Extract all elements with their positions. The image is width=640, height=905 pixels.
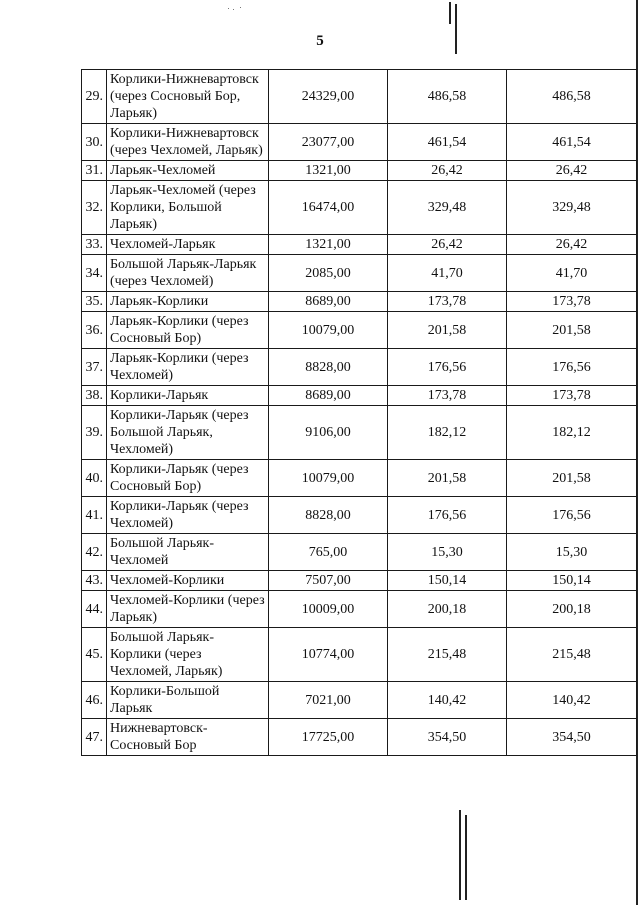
- rate-total-cell: 176,56: [507, 349, 637, 386]
- row-number-cell: 42.: [82, 534, 107, 571]
- rate-cell: 354,50: [388, 719, 507, 756]
- route-name-cell: Корлики-Нижневартовск (через Сосновый Бор, Ларьяк): [107, 70, 269, 124]
- row-number-cell: 38.: [82, 386, 107, 406]
- binder-mark-bottom: [459, 810, 461, 900]
- route-name-cell: Ларьяк-Корлики (через Сосновый Бор): [107, 312, 269, 349]
- amount-cell: 23077,00: [269, 124, 388, 161]
- table-row: [82, 719, 637, 756]
- binder-mark-bottom-2: [465, 815, 467, 900]
- rate-total-cell: 173,78: [507, 386, 637, 406]
- amount-cell: 8689,00: [269, 292, 388, 312]
- rate-total-cell: 461,54: [507, 124, 637, 161]
- rate-cell: 26,42: [388, 161, 507, 181]
- amount-cell: 7507,00: [269, 571, 388, 591]
- rate-total-cell: 26,42: [507, 161, 637, 181]
- rate-total-cell: 354,50: [507, 719, 637, 756]
- row-number-cell: 34.: [82, 255, 107, 292]
- rate-cell: 200,18: [388, 591, 507, 628]
- rate-total-cell: 140,42: [507, 682, 637, 719]
- rate-cell: 182,12: [388, 406, 507, 460]
- rate-cell: 173,78: [388, 386, 507, 406]
- row-number-cell: 32.: [82, 181, 107, 235]
- route-name-cell: Ларьяк-Чехломей: [107, 161, 269, 181]
- route-name-cell: Корлики-Большой Ларьяк: [107, 682, 269, 719]
- table-row: [82, 497, 637, 534]
- row-number-cell: 37.: [82, 349, 107, 386]
- amount-cell: 765,00: [269, 534, 388, 571]
- rate-cell: 15,30: [388, 534, 507, 571]
- amount-cell: 1321,00: [269, 161, 388, 181]
- rate-cell: 140,42: [388, 682, 507, 719]
- table-row: [82, 406, 637, 460]
- rate-cell: 26,42: [388, 235, 507, 255]
- scan-speck: [240, 7, 241, 8]
- route-name-cell: Корлики-Ларьяк (через Большой Ларьяк, Чехломей): [107, 406, 269, 460]
- rate-cell: 41,70: [388, 255, 507, 292]
- amount-cell: 8828,00: [269, 349, 388, 386]
- rate-total-cell: 182,12: [507, 406, 637, 460]
- amount-cell: 16474,00: [269, 181, 388, 235]
- route-name-cell: Ларьяк-Корлики: [107, 292, 269, 312]
- amount-cell: 10079,00: [269, 312, 388, 349]
- amount-cell: 7021,00: [269, 682, 388, 719]
- row-number-cell: 47.: [82, 719, 107, 756]
- rate-cell: 176,56: [388, 497, 507, 534]
- route-name-cell: Ларьяк-Чехломей (через Корлики, Большой Ларьяк): [107, 181, 269, 235]
- table-row: [82, 349, 637, 386]
- route-name-cell: Корлики-Ларьяк (через Чехломей): [107, 497, 269, 534]
- row-number-cell: 46.: [82, 682, 107, 719]
- row-number-cell: 41.: [82, 497, 107, 534]
- row-number-cell: 33.: [82, 235, 107, 255]
- rate-total-cell: 173,78: [507, 292, 637, 312]
- route-name-cell: Корлики-Ларьяк: [107, 386, 269, 406]
- amount-cell: 24329,00: [269, 70, 388, 124]
- table-row: [82, 591, 637, 628]
- rate-total-cell: 41,70: [507, 255, 637, 292]
- table-row: [82, 460, 637, 497]
- rate-total-cell: 176,56: [507, 497, 637, 534]
- route-name-cell: Корлики-Ларьяк (через Сосновый Бор): [107, 460, 269, 497]
- binder-mark-top: [449, 2, 451, 24]
- route-name-cell: Большой Ларьяк-Ларьяк (через Чехломей): [107, 255, 269, 292]
- rate-total-cell: 201,58: [507, 312, 637, 349]
- rate-cell: 201,58: [388, 312, 507, 349]
- amount-cell: 10774,00: [269, 628, 388, 682]
- route-name-cell: Чехломей-Корлики: [107, 571, 269, 591]
- table-row: [82, 235, 637, 255]
- rate-total-cell: 200,18: [507, 591, 637, 628]
- rate-cell: 329,48: [388, 181, 507, 235]
- amount-cell: 10079,00: [269, 460, 388, 497]
- amount-cell: 1321,00: [269, 235, 388, 255]
- row-number-cell: 31.: [82, 161, 107, 181]
- table-row: [82, 628, 637, 682]
- rate-total-cell: 486,58: [507, 70, 637, 124]
- routes-table-body: [82, 70, 637, 756]
- table-row: [82, 571, 637, 591]
- route-name-cell: Ларьяк-Корлики (через Чехломей): [107, 349, 269, 386]
- rate-cell: 176,56: [388, 349, 507, 386]
- table-row: [82, 124, 637, 161]
- route-name-cell: Нижневартовск-Сосновый Бор: [107, 719, 269, 756]
- table-row: [82, 292, 637, 312]
- amount-cell: 9106,00: [269, 406, 388, 460]
- route-name-cell: Корлики-Нижневартовск (через Чехломей, Ларьяк): [107, 124, 269, 161]
- row-number-cell: 44.: [82, 591, 107, 628]
- rate-total-cell: 201,58: [507, 460, 637, 497]
- route-name-cell: Чехломей-Ларьяк: [107, 235, 269, 255]
- amount-cell: 17725,00: [269, 719, 388, 756]
- routes-table: [81, 69, 637, 756]
- rate-cell: 201,58: [388, 460, 507, 497]
- rate-cell: 173,78: [388, 292, 507, 312]
- table-row: [82, 386, 637, 406]
- amount-cell: 8689,00: [269, 386, 388, 406]
- row-number-cell: 40.: [82, 460, 107, 497]
- table-row: [82, 181, 637, 235]
- rate-cell: 215,48: [388, 628, 507, 682]
- row-number-cell: 39.: [82, 406, 107, 460]
- rate-total-cell: 15,30: [507, 534, 637, 571]
- table-row: [82, 161, 637, 181]
- row-number-cell: 45.: [82, 628, 107, 682]
- scan-speck: [228, 8, 229, 9]
- rate-total-cell: 215,48: [507, 628, 637, 682]
- row-number-cell: 30.: [82, 124, 107, 161]
- rate-cell: 486,58: [388, 70, 507, 124]
- amount-cell: 2085,00: [269, 255, 388, 292]
- scan-speck: [233, 9, 234, 10]
- amount-cell: 10009,00: [269, 591, 388, 628]
- row-number-cell: 43.: [82, 571, 107, 591]
- rate-total-cell: 26,42: [507, 235, 637, 255]
- amount-cell: 8828,00: [269, 497, 388, 534]
- route-name-cell: Чехломей-Корлики (через Ларьяк): [107, 591, 269, 628]
- rate-cell: 150,14: [388, 571, 507, 591]
- row-number-cell: 35.: [82, 292, 107, 312]
- table-row: [82, 70, 637, 124]
- route-name-cell: Большой Ларьяк-Корлики (через Чехломей, Ларьяк): [107, 628, 269, 682]
- table-row: [82, 312, 637, 349]
- rate-total-cell: 150,14: [507, 571, 637, 591]
- page-number: 5: [316, 33, 324, 49]
- table-row: [82, 682, 637, 719]
- table-row: [82, 534, 637, 571]
- route-name-cell: Большой Ларьяк-Чехломей: [107, 534, 269, 571]
- table-row: [82, 255, 637, 292]
- row-number-cell: 29.: [82, 70, 107, 124]
- rate-total-cell: 329,48: [507, 181, 637, 235]
- rate-cell: 461,54: [388, 124, 507, 161]
- row-number-cell: 36.: [82, 312, 107, 349]
